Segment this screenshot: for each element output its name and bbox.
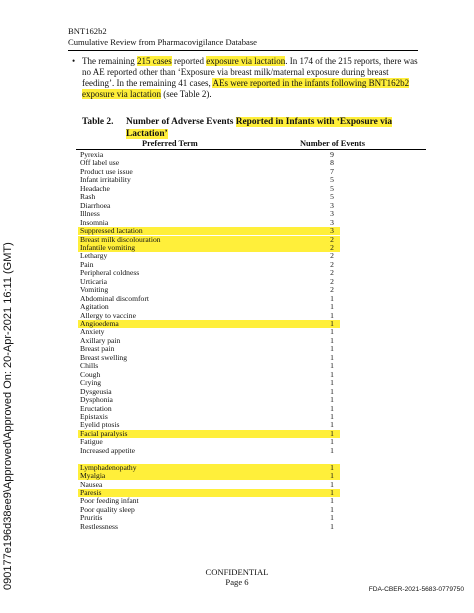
event-count: 2 xyxy=(330,242,334,252)
table-row xyxy=(0,362,474,370)
table-row xyxy=(0,514,474,522)
preferred-term: Headache xyxy=(80,183,110,193)
event-count: 3 xyxy=(330,226,334,236)
preferred-term: Myalgia xyxy=(80,471,106,481)
event-count: 7 xyxy=(330,166,334,176)
preferred-term: Eyelid ptosis xyxy=(80,420,120,430)
event-count: 1 xyxy=(330,319,334,328)
table-row xyxy=(0,278,474,286)
event-count: 9 xyxy=(330,150,334,159)
table-row xyxy=(0,447,474,455)
table-title xyxy=(126,116,426,140)
preferred-term: Pain xyxy=(80,259,94,269)
table-row xyxy=(0,405,474,413)
table-row xyxy=(0,295,474,303)
event-count: 1 xyxy=(330,504,334,514)
preferred-term: Diarrhoea xyxy=(80,200,111,210)
table-row xyxy=(0,219,474,227)
para-text-2: reported xyxy=(171,56,207,66)
footer-document-id: FDA-CBER-2021-5683-0779750 xyxy=(368,586,464,593)
preferred-term: Epistaxis xyxy=(80,411,108,421)
preferred-term: Chills xyxy=(80,361,99,371)
table-title-plain: Number of Adverse Events xyxy=(126,117,236,127)
table-row xyxy=(0,328,474,336)
table-row xyxy=(0,413,474,421)
header-rule xyxy=(68,50,418,51)
preferred-term: Restlessness xyxy=(80,521,118,531)
table-row xyxy=(0,354,474,362)
preferred-term: Vomiting xyxy=(80,285,109,295)
preferred-term: Infant irritability xyxy=(80,175,131,185)
para-highlight-215-cases: 215 cases xyxy=(136,56,172,66)
preferred-term: Suppressed lactation xyxy=(80,226,143,236)
preferred-term: Crying xyxy=(80,378,102,388)
event-count: 1 xyxy=(330,428,334,438)
para-text-3: . In 174 of the 215 reports, there was no AE reported other than ‘Exposure via breast milk/maternal exposure during breast feeding’. In the remaining 41 cases, xyxy=(82,56,418,88)
column-header-events: Number of Events xyxy=(300,139,365,148)
event-count: 1 xyxy=(330,462,334,472)
event-count: 1 xyxy=(330,403,334,413)
table-row xyxy=(0,523,474,531)
para-text-4: (see Table 2). xyxy=(160,89,212,99)
table-row xyxy=(0,421,474,429)
column-header-term: Preferred Term xyxy=(142,139,198,148)
table-row xyxy=(78,320,340,328)
event-count: 1 xyxy=(330,445,334,455)
event-count: 1 xyxy=(330,420,334,430)
table-row xyxy=(0,176,474,184)
table-row xyxy=(0,151,474,159)
table-row xyxy=(0,388,474,396)
preferred-term: Agitation xyxy=(80,302,109,312)
table-row xyxy=(0,286,474,294)
event-count: 1 xyxy=(330,335,334,345)
event-count: 1 xyxy=(330,369,334,379)
preferred-term: Lethargy xyxy=(80,251,108,261)
event-count: 1 xyxy=(330,344,334,354)
table-row xyxy=(78,244,340,252)
event-count: 1 xyxy=(330,471,334,481)
table-row xyxy=(0,497,474,505)
preferred-term: Fatigue xyxy=(80,437,103,447)
preferred-term: Breast pain xyxy=(80,344,115,354)
preferred-term: Peripheral coldness xyxy=(80,268,140,278)
lactation-paragraph xyxy=(82,56,420,100)
event-count: 2 xyxy=(330,276,334,286)
footer-confidential: CONFIDENTIAL xyxy=(205,567,269,577)
preferred-term: Eructation xyxy=(80,403,112,413)
preferred-term: Urticaria xyxy=(80,276,107,286)
preferred-term: Poor feeding infant xyxy=(80,496,139,506)
preferred-term: Nausea xyxy=(80,479,103,489)
table-row xyxy=(0,337,474,345)
table-header-rule xyxy=(76,149,426,150)
event-count: 1 xyxy=(330,496,334,506)
table-row xyxy=(78,472,340,480)
para-highlight-exposure: exposure via lactation xyxy=(206,56,286,66)
event-count: 2 xyxy=(330,268,334,278)
preferred-term: Increased appetite xyxy=(80,445,136,455)
table-row xyxy=(0,396,474,404)
event-count: 1 xyxy=(330,352,334,362)
preferred-term: Lymphadenopathy xyxy=(80,462,137,472)
event-count: 5 xyxy=(330,192,334,202)
table-title-highlight: Reported in Infants with ‘Exposure via Lactation’ xyxy=(126,117,393,139)
table-row xyxy=(0,193,474,201)
table-row xyxy=(0,252,474,260)
table-row xyxy=(0,269,474,277)
table-row xyxy=(0,168,474,176)
event-count: 1 xyxy=(330,395,334,405)
event-count: 1 xyxy=(330,293,334,303)
preferred-term: Insomnia xyxy=(80,217,109,227)
event-count: 3 xyxy=(330,200,334,210)
preferred-term: Pruritis xyxy=(80,513,103,523)
preferred-term: Anxiety xyxy=(80,327,105,337)
event-count: 1 xyxy=(330,386,334,396)
preferred-term: Angioedema xyxy=(80,319,119,328)
table-row xyxy=(0,261,474,269)
table-row xyxy=(0,185,474,193)
preferred-term: Paresis xyxy=(80,488,102,497)
preferred-term: Breast milk discolouration xyxy=(80,234,161,244)
table-row xyxy=(78,464,340,472)
event-count: 3 xyxy=(330,217,334,227)
event-count: 2 xyxy=(330,285,334,295)
approval-stamp: 090177e196d38ee9\Approved\Approved On: 20-Apr-2021 16:11 (GMT) xyxy=(2,242,14,590)
event-count: 1 xyxy=(330,488,334,497)
preferred-term: Poor quality sleep xyxy=(80,504,135,514)
table-row xyxy=(0,159,474,167)
event-count: 1 xyxy=(330,513,334,523)
table-row xyxy=(78,430,340,438)
event-count: 8 xyxy=(330,158,334,168)
event-count: 5 xyxy=(330,175,334,185)
preferred-term: Pyrexia xyxy=(80,150,104,159)
table-row xyxy=(0,455,474,463)
preferred-term: Infantile vomiting xyxy=(80,242,136,252)
preferred-term: Cough xyxy=(80,369,101,379)
table-row xyxy=(0,303,474,311)
event-count: 3 xyxy=(330,209,334,219)
table-row xyxy=(0,379,474,387)
para-highlight-aes: AEs were reported in the infants following BNT162b2 exposure via lactation xyxy=(82,78,410,99)
preferred-term: Abdominal discomfort xyxy=(80,293,149,303)
preferred-term: Allergy to vaccine xyxy=(80,310,136,320)
event-count: 5 xyxy=(330,183,334,193)
header-product: BNT162b2 xyxy=(68,26,107,36)
event-count: 1 xyxy=(330,378,334,388)
header-subtitle: Cumulative Review from Pharmacovigilance Database xyxy=(68,36,257,47)
table-row xyxy=(0,481,474,489)
preferred-term: Axillary pain xyxy=(80,335,121,345)
table-row xyxy=(0,312,474,320)
preferred-term: Breast swelling xyxy=(80,352,128,362)
preferred-term: Product use issue xyxy=(80,166,133,176)
event-count: 2 xyxy=(330,251,334,261)
table-row xyxy=(0,438,474,446)
event-count: 2 xyxy=(330,234,334,244)
table-row xyxy=(0,345,474,353)
event-count: 1 xyxy=(330,411,334,421)
table-row xyxy=(0,202,474,210)
table-row xyxy=(0,506,474,514)
event-count: 1 xyxy=(330,310,334,320)
event-count: 2 xyxy=(330,259,334,269)
para-text-1: The remaining xyxy=(82,56,137,66)
preferred-term: Illness xyxy=(80,209,100,219)
event-count: 1 xyxy=(330,361,334,371)
event-count: 1 xyxy=(330,521,334,531)
table-number: Table 2. xyxy=(82,117,114,127)
event-count: 1 xyxy=(330,479,334,489)
event-count: 1 xyxy=(330,327,334,337)
running-header xyxy=(68,26,257,47)
event-count: 1 xyxy=(330,437,334,447)
table-row xyxy=(0,210,474,218)
event-count: 1 xyxy=(330,302,334,312)
preferred-term: Dysphonia xyxy=(80,395,113,405)
footer-page-number: Page 6 xyxy=(225,577,249,587)
table-row xyxy=(0,371,474,379)
preferred-term: Rash xyxy=(80,192,96,202)
preferred-term: Facial paralysis xyxy=(80,428,128,438)
preferred-term: Dysgeusia xyxy=(80,386,112,396)
bullet-marker: • xyxy=(72,56,76,66)
preferred-term: Off label use xyxy=(80,158,120,168)
